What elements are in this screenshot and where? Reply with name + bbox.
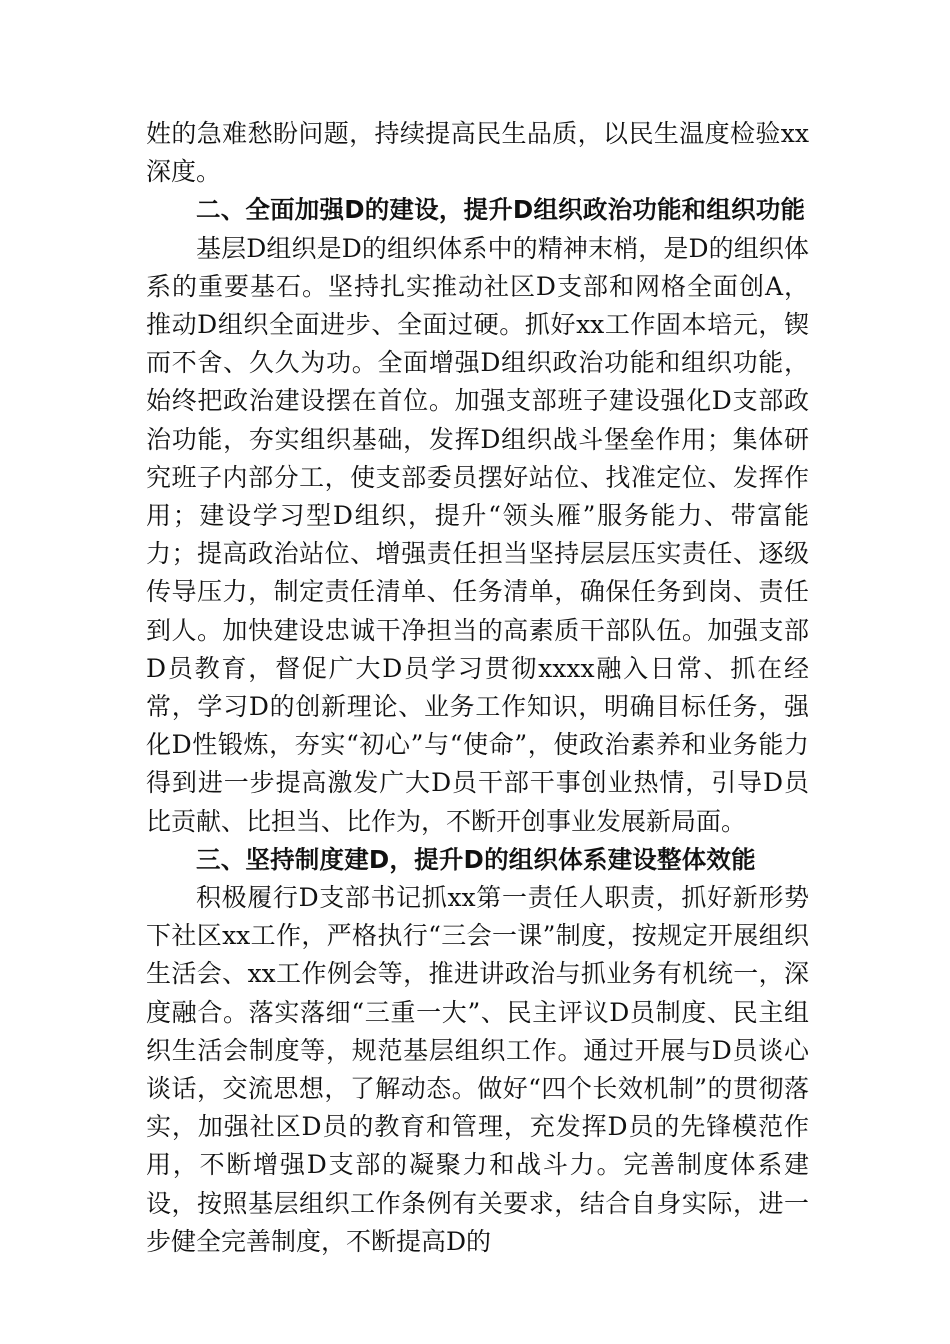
paragraph-section-3: 积极履行D支部书记抓xx第一责任人职责，抓好新形势下社区xx工作，严格执行“三会一课”制度，按规定开展组织生活会、xx工作例会等，推进讲政治与抓业务有机统一，深度融合。落实落细“三重一大”、民主评议D员制度、民主组织生活会制度等，规范基层组织工作。通过开展与D员谈心谈话，交流思想，了解动态。做好“四个长效机制”的贯彻落实，加强社区D员的教育和管理，充发挥D员的先锋模范作用，不断增强D支部的凝聚力和战斗力。完善制度体系建设，按照基层组织工作条例有关要求，结合自身实际，进一步健全完善制度，不断提高D的: [146, 883, 809, 1256]
paragraph-continuation: 姓的急难愁盼问题，持续提高民生品质，以民生温度检验xx深度。: [146, 119, 809, 187]
section-heading-2: 二、全面加强D的建设，提升D组织政治功能和组织功能: [196, 195, 806, 225]
section-heading-3: 三、坚持制度建D，提升D的组织体系建设整体效能: [196, 844, 756, 874]
paragraph-section-2: 基层D组织是D的组织体系中的精神末梢，是D的组织体系的重要基石。坚持扎实推动社区D支部和网格全面创A，推动D组织全面进步、全面过硬。抓好xx工作固本培元，锲而不舍、久久为功。全面增强D组织政治功能和组织功能，始终把政治建设摆在首位。加强支部班子建设强化D支部政治功能，夯实组织基础，发挥D组织战斗堡垒作用；集体研究班子内部分工，使支部委员摆好站位、找准定位、发挥作用；建设学习型D组织，提升“领头雁”服务能力、带富能力；提高政治站位、增强责任担当坚持层层压实责任、逐级传导压力，制定责任清单、任务清单，确保任务到岗、责任到人。加快建设忠诚干净担当的高素质干部队伍。加强支部D员教育，督促广大D员学习贯彻xxxx融入日常、抓在经常，学习D的创新理论、业务工作知识，明确目标任务，强化D性锻炼，夯实“初心”与“使命”，使政治素养和业务能力得到进一步提高激发广大D员干部干事创业热情，引导D员比贡献、比担当、比作为，不断开创事业发展新局面。: [146, 233, 809, 836]
document-page: [146, 115, 809, 1261]
